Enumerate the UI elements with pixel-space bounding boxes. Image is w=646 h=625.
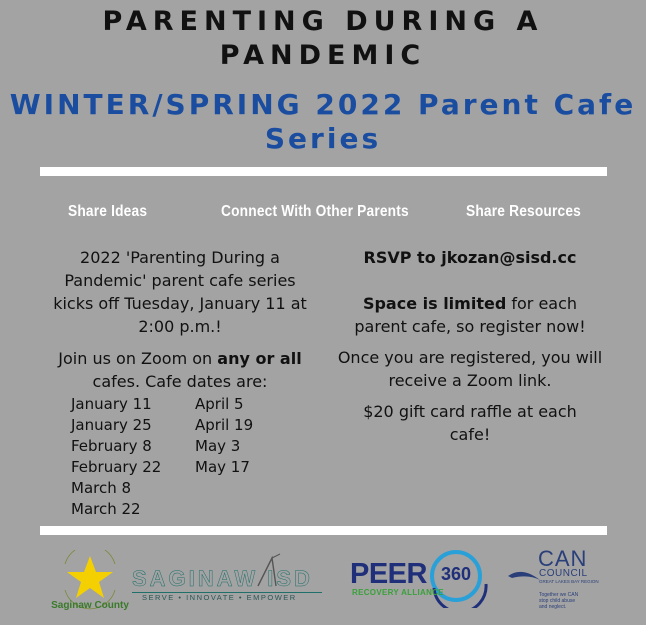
date-item: March 8 <box>71 479 132 497</box>
can-council: COUNCIL <box>539 568 588 579</box>
great-start-logo <box>45 550 135 614</box>
rsvp-block <box>316 246 624 269</box>
date-item: May 3 <box>195 437 241 455</box>
bottom-divider <box>40 526 607 535</box>
join-line-2: cafes. Cafe dates are: <box>92 372 268 391</box>
peer360-logo <box>350 548 495 608</box>
title-line-1: PARENTING DURING A <box>102 6 544 37</box>
space-line-1 <box>316 292 624 315</box>
date-item: January 25 <box>71 416 152 434</box>
saginaw-isd-logo <box>132 552 327 602</box>
intro-line: 2:00 p.m.! <box>138 317 222 336</box>
date-item: February 22 <box>71 458 162 476</box>
can-tagline-1: Together we CAN <box>539 592 579 598</box>
space-rest: for each <box>506 294 578 313</box>
rsvp-text: RSVP to jkozan@sisd.cc <box>363 248 577 267</box>
join-line-1 <box>30 347 330 370</box>
banner-share-ideas: Share Ideas <box>68 203 148 220</box>
dates-column-1 <box>71 394 161 520</box>
zoom-line-1: Once you are registered, you will <box>337 348 603 367</box>
peer360-sub: RECOVERY ALLIANCE <box>352 588 444 597</box>
banner-share-resources: Share Resources <box>466 203 582 220</box>
saginaw-isd-tagline: SERVE • INNOVATE • EMPOWER <box>142 593 297 602</box>
peer360-name: PEER <box>350 558 427 590</box>
space-bold: Space is limited <box>362 294 507 313</box>
subtitle-line-2: Series <box>264 122 382 155</box>
space-line-2: parent cafe, so register now! <box>354 317 586 336</box>
raffle-line-1: $20 gift card raffle at each <box>363 402 577 421</box>
intro-text <box>30 246 330 338</box>
date-item: May 17 <box>195 458 250 476</box>
can-council-logo <box>508 546 618 618</box>
raffle-line-2: cafe! <box>449 425 491 444</box>
intro-line: kicks off Tuesday, January 11 at <box>53 294 307 313</box>
can-tagline <box>539 592 578 610</box>
great-start-county: Saginaw County <box>51 600 129 611</box>
zoom-block <box>316 346 624 392</box>
date-item: April 5 <box>195 395 244 413</box>
raffle-block <box>316 400 624 446</box>
title-line-2: PANDEMIC <box>219 40 427 71</box>
intro-line: 2022 'Parenting During a <box>80 248 280 267</box>
can-tagline-3: and neglect. <box>539 604 567 610</box>
can-tagline-2: stop child abuse <box>539 598 576 604</box>
dates-column-2 <box>195 394 253 478</box>
subtitle-line-1: WINTER/SPRING 2022 Parent Cafe <box>9 88 637 121</box>
date-item: January 11 <box>71 395 152 413</box>
join-pre: Join us on Zoom on <box>58 349 218 368</box>
top-divider <box>40 167 607 176</box>
date-item: February 8 <box>71 437 152 455</box>
zoom-line-2: receive a Zoom link. <box>388 371 552 390</box>
can-region: GREAT LAKES BAY REGION <box>539 579 599 584</box>
peer360-number: 360 <box>440 564 472 584</box>
date-item: March 22 <box>71 500 141 518</box>
date-item: April 19 <box>195 416 254 434</box>
join-text <box>30 347 330 393</box>
can-name: CAN <box>538 546 588 571</box>
intro-line: Pandemic' parent cafe series <box>64 271 296 290</box>
space-limited-block <box>316 292 624 338</box>
join-bold: any or all <box>217 349 302 368</box>
banner-connect: Connect With Other Parents <box>221 203 409 220</box>
saginaw-isd-name: SAGINAW ISD <box>132 566 313 591</box>
